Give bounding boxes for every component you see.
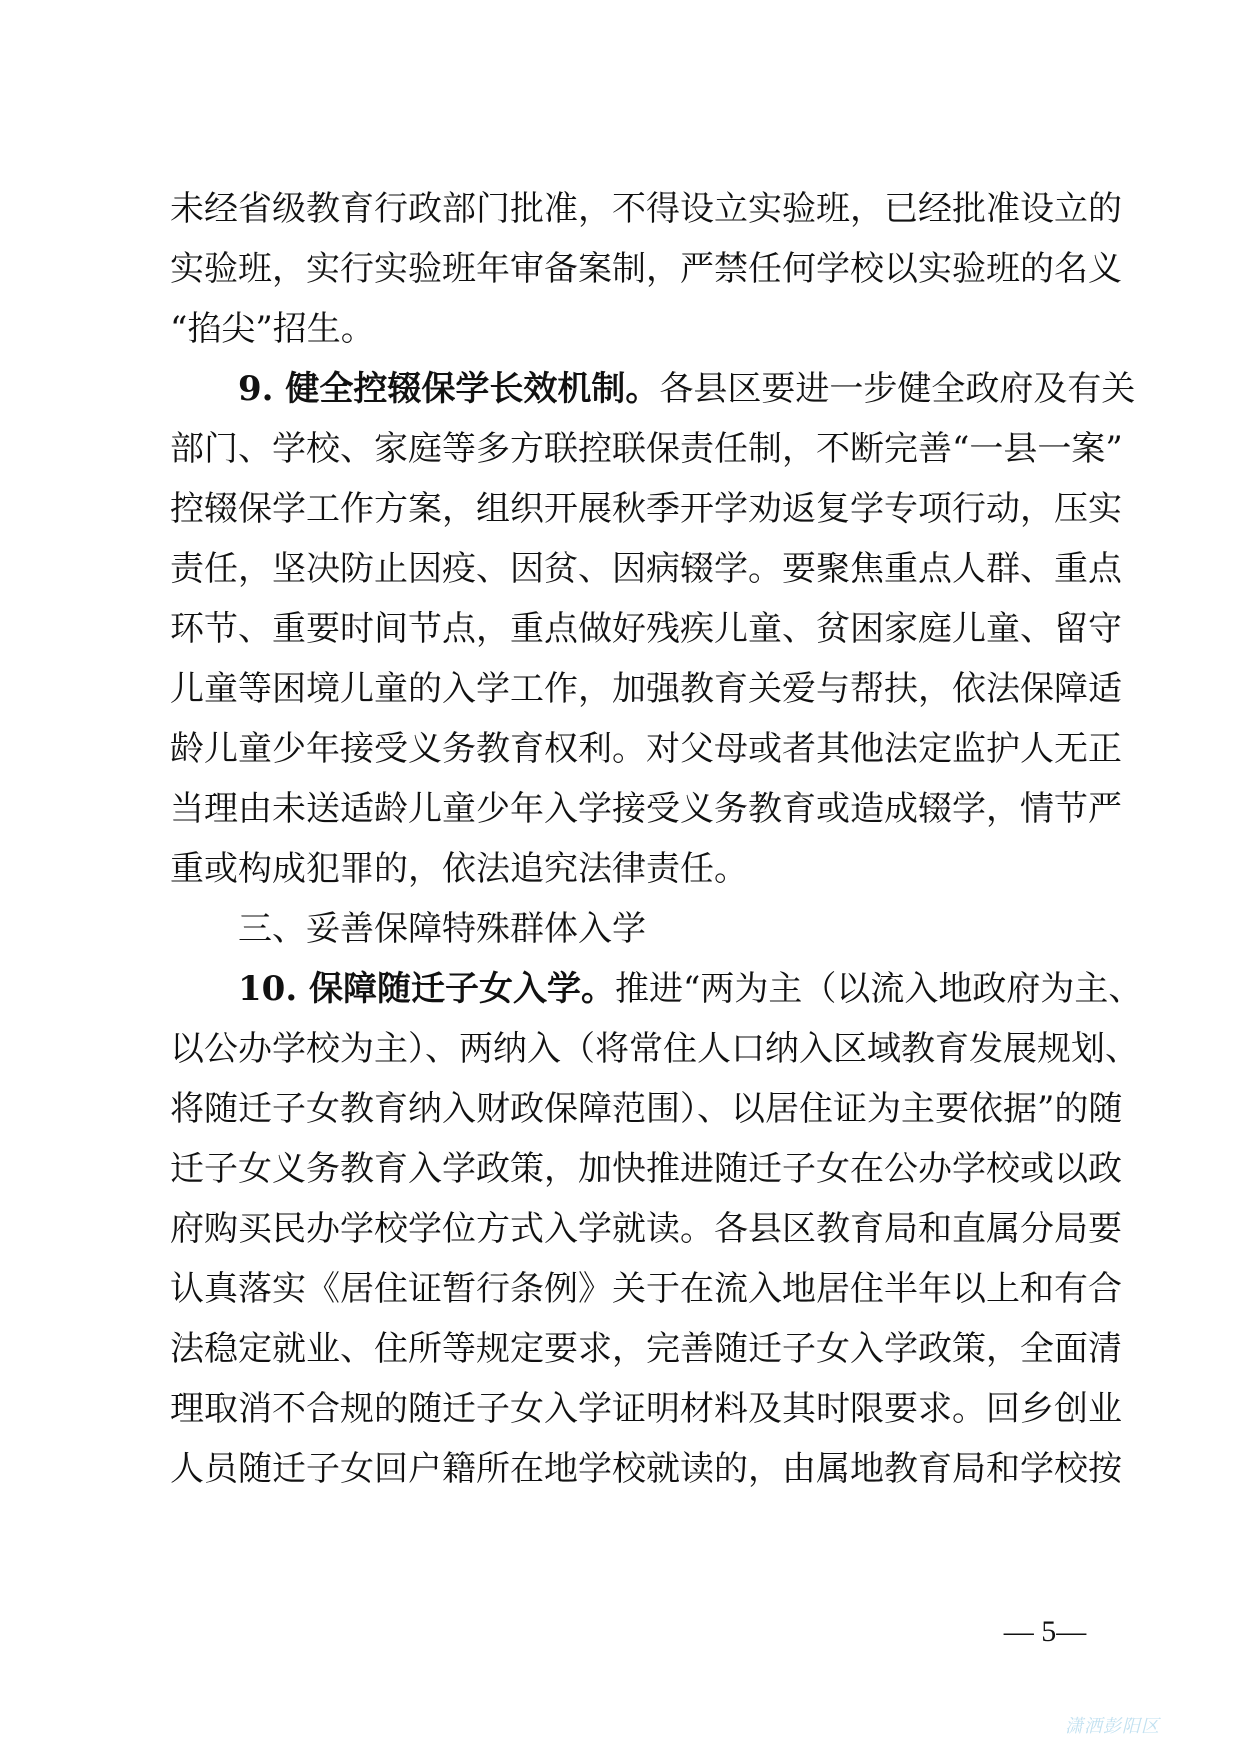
text-line: 实验班，实行实验班年审备案制，严禁任何学校以实验班的名义 bbox=[170, 249, 1122, 289]
page-number: — 5— bbox=[1003, 1615, 1087, 1648]
text-line: 将随迁子女教育纳入财政保障范围）、以居住证为主要依据”的随 bbox=[170, 1089, 1123, 1129]
item-9-text: 各县区要进一步健全政府及有关 bbox=[659, 369, 1136, 409]
text-line: 人员随迁子女回户籍所在地学校就读的，由属地教育局和学校按 bbox=[170, 1449, 1122, 1489]
text-line: 龄儿童少年接受义务教育权利。对父母或者其他法定监护人无正 bbox=[170, 729, 1122, 769]
text-line: “掐尖”招生。 bbox=[170, 309, 375, 349]
item-10-first-line bbox=[170, 965, 1143, 1013]
item-10-title: 10. 保障随迁子女入学。 bbox=[238, 969, 615, 1009]
watermark: 潇洒彭阳区 bbox=[1065, 1716, 1160, 1737]
text-line: 部门、学校、家庭等多方联控联保责任制，不断完善“一县一案” bbox=[170, 429, 1123, 469]
text-line: 以公办学校为主）、两纳入（将常住人口纳入区域教育发展规划、 bbox=[170, 1029, 1139, 1069]
text-line: 未经省级教育行政部门批准，不得设立实验班，已经批准设立的 bbox=[170, 189, 1122, 229]
item-9-title: 9. 健全控辍保学长效机制。 bbox=[238, 369, 660, 409]
section-heading: 三、妥善保障特殊群体入学 bbox=[238, 909, 646, 949]
text-line: 迁子女义务教育入学政策，加快推进随迁子女在公办学校或以政 bbox=[170, 1149, 1122, 1189]
text-line: 理取消不合规的随迁子女入学证明材料及其时限要求。回乡创业 bbox=[170, 1389, 1122, 1429]
text-line: 儿童等困境儿童的入学工作，加强教育关爱与帮扶，依法保障适 bbox=[170, 669, 1122, 709]
text-line: 环节、重要时间节点，重点做好残疾儿童、贫困家庭儿童、留守 bbox=[170, 609, 1122, 649]
item-9-first-line bbox=[170, 365, 1136, 413]
item-10-text: 推进“两为主（以流入地政府为主、 bbox=[615, 969, 1143, 1009]
text-line: 控辍保学工作方案，组织开展秋季开学劝返复学专项行动，压实 bbox=[170, 489, 1122, 529]
text-line: 法稳定就业、住所等规定要求，完善随迁子女入学政策，全面清 bbox=[170, 1329, 1122, 1369]
text-line: 认真落实《居住证暂行条例》关于在流入地居住半年以上和有合 bbox=[170, 1269, 1122, 1309]
text-line: 当理由未送适龄儿童少年入学接受义务教育或造成辍学，情节严 bbox=[170, 789, 1122, 829]
text-line: 府购买民办学校学位方式入学就读。各县区教育局和直属分局要 bbox=[170, 1209, 1122, 1249]
text-line: 责任，坚决防止因疫、因贫、因病辍学。要聚焦重点人群、重点 bbox=[170, 549, 1122, 589]
text-line: 重或构成犯罪的，依法追究法律责任。 bbox=[170, 849, 748, 889]
